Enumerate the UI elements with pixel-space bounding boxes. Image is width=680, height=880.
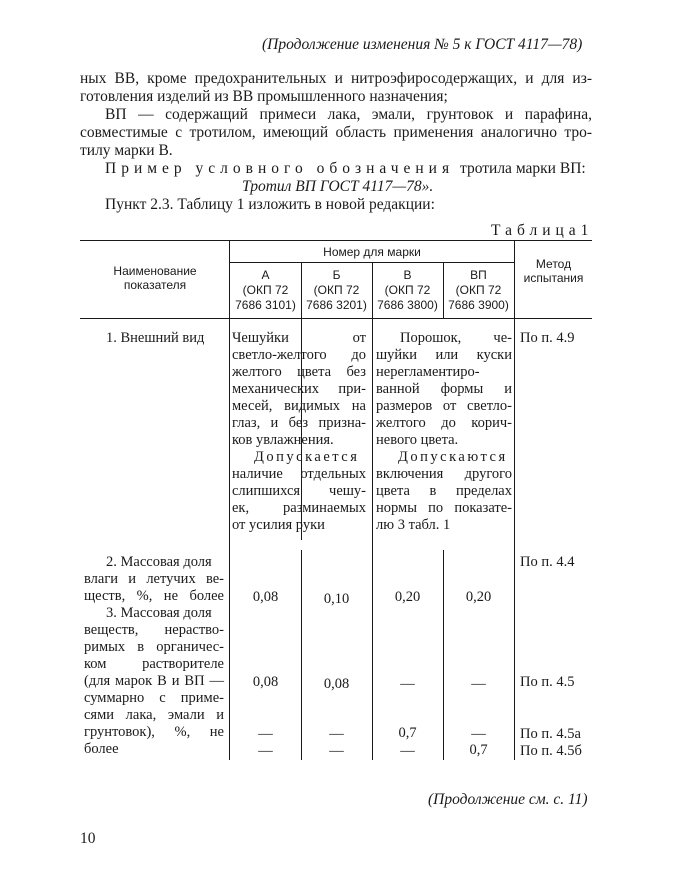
row1-ab-description: Чешуйки от светло-желтого до желтого цвета без механических при- месей, видимых на глаз, и без призна- ков увлажнения. Допускается наличие отдельных слипшихся чешу- ек, разминаемых от усилия руки <box>232 330 366 533</box>
grade-header-v: В (ОКП 72 7686 3800) <box>377 268 438 312</box>
row3-b-value-a: — <box>258 726 273 742</box>
running-header: (Продолжение изменения № 5 к ГОСТ 4117—78) <box>262 36 583 53</box>
row3-c-method: По п. 4.5б <box>520 743 582 759</box>
row3-a-value-a: 0,08 <box>252 674 279 690</box>
row3-a-value-vp: — <box>471 676 486 692</box>
row2-name: 2. Массовая доля влаги и летучих ве- ществ, %, не более <box>84 554 224 604</box>
row2-method: По п. 4.4 <box>520 554 575 570</box>
example-label: Пример условного обозначения <box>105 160 455 177</box>
vline-method <box>514 240 515 760</box>
punkt-text: Пункт 2.3. Таблицу 1 изложить в новой редакции: <box>105 196 435 213</box>
intro-line-3: ВП — содержащий примеси лака, эмали, грунтовок и парафина, <box>105 106 592 123</box>
row3-b-value-v: 0,7 <box>398 725 417 741</box>
row2-value-a: 0,08 <box>252 589 279 605</box>
intro-line-5: тилу марки В. <box>80 142 173 159</box>
grade-header-b: Б (ОКП 72 7686 3201) <box>306 268 367 312</box>
col-header-method: Метод испытания <box>523 257 584 285</box>
example-rest: тротила марки ВП: <box>460 160 586 177</box>
grade-header-vp: ВП (ОКП 72 7686 3900) <box>448 268 509 312</box>
row3-c-value-v: — <box>400 743 415 759</box>
intro-line-1: ных ВВ, кроме предохранительных и нитроэфиросодержащих, и для из- <box>80 70 592 87</box>
row3-b-value-b: — <box>329 726 344 742</box>
table-caption: Таблица1 <box>491 222 594 239</box>
grade-header-a: А (ОКП 72 7686 3101) <box>235 268 296 312</box>
row1-vvp-description: Порошок, че- шуйки или куски нерегламентиро- ванной формы и размеров от светло- желтого до корич- невого цвета. Допускаются включения другого цвета в пределах нормы по показате- лю 3 табл. 1 <box>376 330 512 533</box>
row3-c-value-b: — <box>329 743 344 759</box>
row2-value-b: 0,10 <box>323 591 350 607</box>
row3-b-value-vp: — <box>471 726 486 742</box>
group-header-grades: Номер для марки <box>323 245 421 259</box>
row3-b-method: По п. 4.5а <box>520 726 581 742</box>
page-number: 10 <box>80 830 96 847</box>
example-value: Тротил ВП ГОСТ 4117—78». <box>242 178 434 195</box>
row2-value-vp: 0,20 <box>465 589 492 605</box>
table-top-rule <box>80 240 592 241</box>
row1-method: По п. 4.9 <box>520 330 575 346</box>
row3-a-value-v: — <box>400 676 415 692</box>
row3-a-value-b: 0,08 <box>323 676 350 692</box>
row1-name: 1. Внешний вид <box>106 330 205 346</box>
header-bottom-rule <box>80 318 592 319</box>
continuation-note: (Продолжение см. с. 11) <box>428 791 588 808</box>
col-header-name: Наименование показателя <box>113 264 197 292</box>
intro-line-2: готовления изделий из ВВ промышленного назначения; <box>80 88 448 105</box>
row3-name: 3. Массовая доля веществ, нераство- римых в органичес- ком растворителе (для марок В и ВП — суммарно с приме- сями лака, эмали и грунтовок), %, не более <box>84 605 224 757</box>
row3-c-value-a: — <box>258 743 273 759</box>
row3-a-method: По п. 4.5 <box>520 674 575 690</box>
row3-c-value-vp: 0,7 <box>469 742 488 758</box>
row2-value-v: 0,20 <box>394 589 421 605</box>
intro-line-4: совместимые с тротилом, имеющий область применения аналогично тро- <box>80 124 592 141</box>
